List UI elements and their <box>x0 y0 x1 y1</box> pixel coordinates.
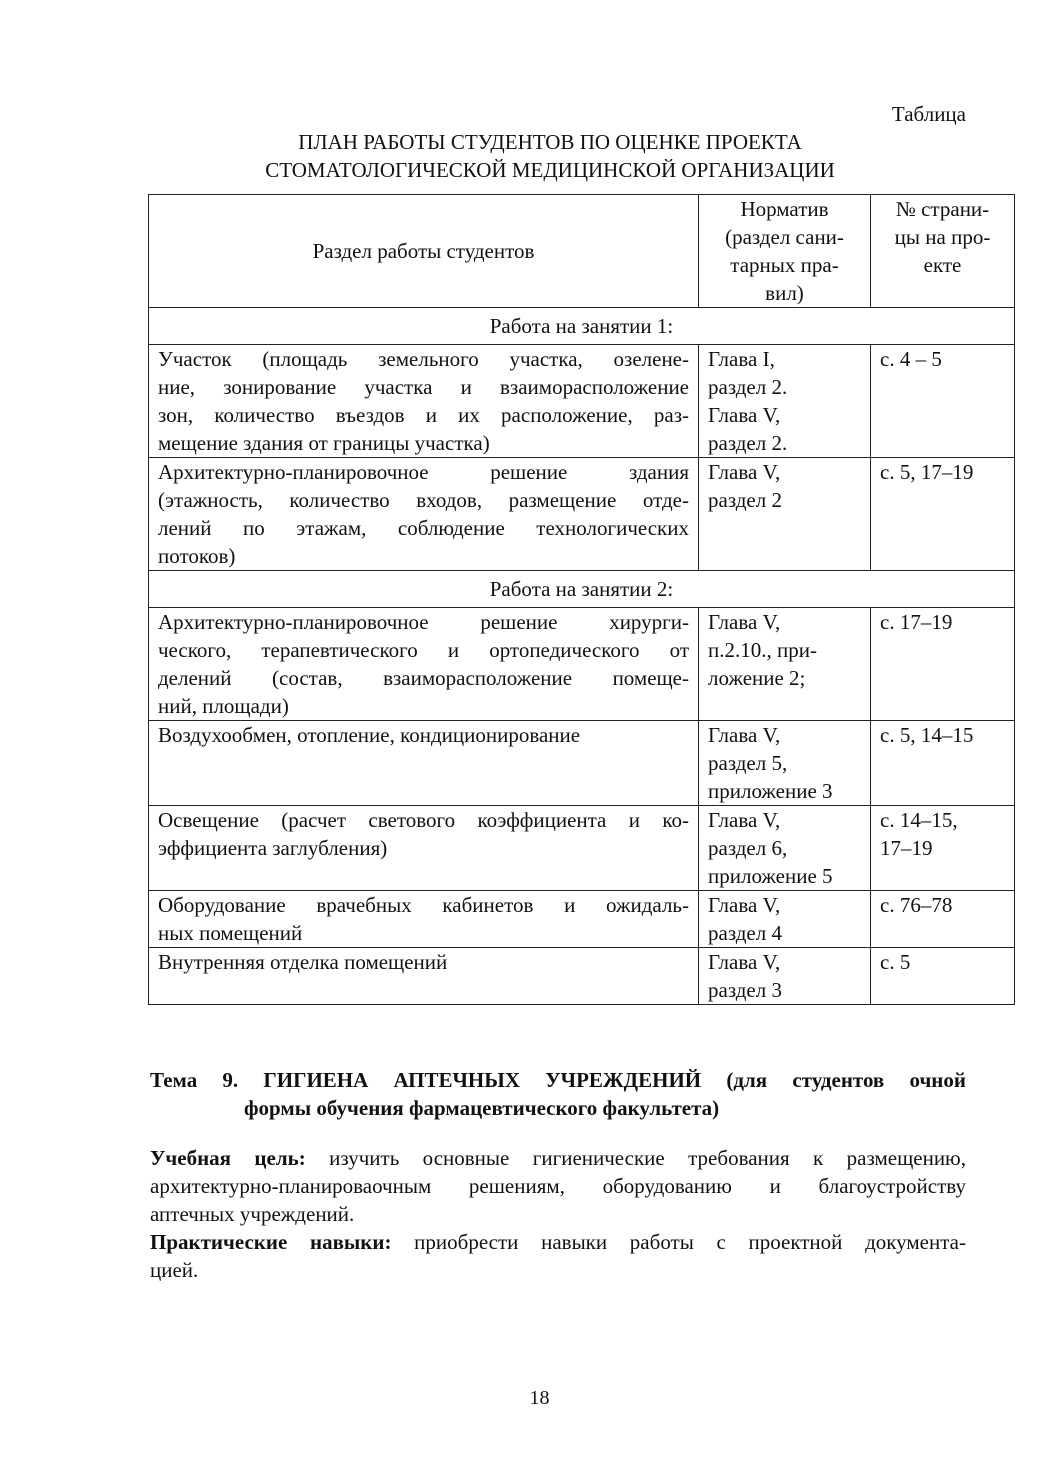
learning-goal-text: изучить основные гигиенические требования к размещению, <box>305 1146 966 1170</box>
table-row <box>149 806 1015 891</box>
session-row <box>149 308 1015 345</box>
topic-heading-line: формы обучения фармацевтического факультета) <box>244 1096 720 1120</box>
header-page: № страни- цы на про- екте <box>871 195 1015 308</box>
cell-norm <box>699 721 871 806</box>
cell-section-line: делений (состав, взаиморасположение помеще- <box>158 666 689 690</box>
header-section: Раздел работы студентов <box>149 195 699 308</box>
cell-norm-line: раздел 4 <box>708 921 782 945</box>
cell-norm <box>699 345 871 458</box>
cell-page-line: с. 5 <box>880 950 911 974</box>
learning-goal-label: Учебная цель: <box>150 1146 306 1170</box>
cell-section-line: лений по этажам, соблюдение технологических <box>158 516 689 540</box>
cell-norm-line: раздел 6, <box>708 836 788 860</box>
cell-page-line: с. 17–19 <box>880 610 953 634</box>
cell-section-line: Освещение (расчет светового коэффициента и ко- <box>158 808 689 832</box>
cell-norm-line: раздел 2. <box>708 431 788 455</box>
cell-section-line: Внутренняя отделка помещений <box>158 950 448 974</box>
table-header-row <box>149 195 1015 308</box>
practical-skills-label: Практические навыки: <box>150 1230 392 1254</box>
table-row <box>149 721 1015 806</box>
cell-norm-line: Глава I, <box>708 347 775 371</box>
table-row <box>149 948 1015 1005</box>
cell-norm <box>699 608 871 721</box>
cell-section <box>149 345 699 458</box>
table-row <box>149 345 1015 458</box>
cell-section <box>149 948 699 1005</box>
cell-section-line: эффициента заглубления) <box>158 836 388 860</box>
learning-goal-text: аптечных учреждений. <box>150 1202 355 1226</box>
cell-section <box>149 721 699 806</box>
cell-norm-line: Глава V, <box>708 808 781 832</box>
cell-section-line: ческого, терапевтического и ортопедического от <box>158 638 689 662</box>
cell-section-line: ний, площади) <box>158 694 289 718</box>
learning-goal-paragraph <box>150 1144 966 1228</box>
cell-norm-line: раздел 2. <box>708 375 788 399</box>
cell-page-line: с. 14–15, <box>880 808 958 832</box>
cell-norm-line: Глава V, <box>708 893 781 917</box>
cell-norm <box>699 891 871 948</box>
cell-section-line: ных помещений <box>158 921 303 945</box>
cell-norm <box>699 948 871 1005</box>
session-title: Работа на занятии 1: <box>149 308 1015 345</box>
session-row <box>149 571 1015 608</box>
topic-heading <box>150 1066 966 1122</box>
cell-section-line: потоков) <box>158 544 236 568</box>
practical-skills-paragraph <box>150 1228 966 1284</box>
cell-page-line: с. 76–78 <box>880 893 953 917</box>
cell-section <box>149 806 699 891</box>
cell-norm <box>699 458 871 571</box>
cell-section-line: Участок (площадь земельного участка, озелене- <box>158 347 689 371</box>
cell-page <box>871 891 1015 948</box>
learning-goal-text: архитектурно-планироваочным решениям, оборудованию и благоустройству <box>150 1174 966 1198</box>
cell-page <box>871 948 1015 1005</box>
cell-norm-line: приложение 5 <box>708 864 833 888</box>
cell-section-line: ние, зонирование участка и взаиморасположение <box>158 375 689 399</box>
cell-page <box>871 345 1015 458</box>
cell-norm-line: ложение 2; <box>708 666 806 690</box>
cell-norm-line: Глава V, <box>708 403 781 427</box>
practical-skills-text: приобрести навыки работы с проектной документа- <box>391 1230 966 1254</box>
work-plan-table <box>148 194 1015 1005</box>
cell-page-line: с. 5, 17–19 <box>880 460 974 484</box>
table-title <box>140 128 960 184</box>
cell-page-line: с. 5, 14–15 <box>880 723 974 747</box>
cell-section-line: зон, количество въездов и их расположение, раз- <box>158 403 689 427</box>
table-row <box>149 458 1015 571</box>
table-row <box>149 608 1015 721</box>
practical-skills-text: цией. <box>150 1258 199 1282</box>
cell-page <box>871 458 1015 571</box>
cell-page <box>871 721 1015 806</box>
cell-norm-line: п.2.10., при- <box>708 638 817 662</box>
cell-norm-line: Глава V, <box>708 610 781 634</box>
cell-norm-line: Глава V, <box>708 723 781 747</box>
header-norm: Норматив (раздел сани- тарных пра- вил) <box>699 195 871 308</box>
cell-page <box>871 608 1015 721</box>
cell-page <box>871 806 1015 891</box>
cell-norm-line: приложение 3 <box>708 779 833 803</box>
cell-norm-line: раздел 2 <box>708 488 782 512</box>
cell-norm-line: Глава V, <box>708 950 781 974</box>
table-title-line: СТОМАТОЛОГИЧЕСКОЙ МЕДИЦИНСКОЙ ОРГАНИЗАЦИИ <box>265 158 835 182</box>
cell-section-line: мещение здания от границы участка) <box>158 431 490 455</box>
session-title: Работа на занятии 2: <box>149 571 1015 608</box>
cell-norm-line: раздел 5, <box>708 751 788 775</box>
table-title-line: ПЛАН РАБОТЫ СТУДЕНТОВ ПО ОЦЕНКЕ ПРОЕКТА <box>298 130 802 154</box>
cell-norm <box>699 806 871 891</box>
cell-norm-line: Глава V, <box>708 460 781 484</box>
page-number: 18 <box>529 1387 550 1409</box>
topic-heading-line: Тема 9. ГИГИЕНА АПТЕЧНЫХ УЧРЕЖДЕНИЙ (для студентов очной <box>150 1068 966 1092</box>
table-row <box>149 891 1015 948</box>
cell-section <box>149 891 699 948</box>
cell-norm-line: раздел 3 <box>708 978 782 1002</box>
cell-section <box>149 608 699 721</box>
cell-section <box>149 458 699 571</box>
cell-section-line: Архитектурно-планировочное решение хирурги- <box>158 610 689 634</box>
cell-section-line: Оборудование врачебных кабинетов и ожидаль- <box>158 893 689 917</box>
cell-section-line: Архитектурно-планировочное решение здания <box>158 460 689 484</box>
cell-section-line: (этажность, количество входов, размещение отде- <box>158 488 689 512</box>
table-label: Таблица <box>891 102 966 126</box>
cell-page-line: 17–19 <box>880 836 933 860</box>
table-body <box>149 308 1015 1005</box>
cell-page-line: с. 4 – 5 <box>880 347 942 371</box>
cell-section-line: Воздухообмен, отопление, кондиционирование <box>158 723 581 747</box>
